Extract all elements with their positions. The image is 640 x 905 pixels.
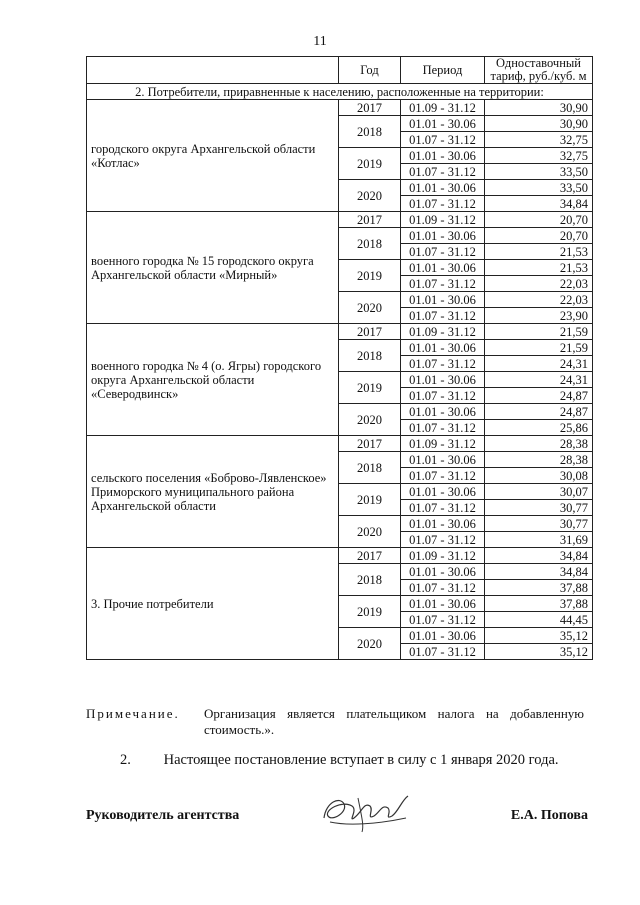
period-cell: 01.07 - 31.12 [401, 276, 485, 292]
year-cell: 2017 [339, 548, 401, 564]
tariff-value-cell: 37,88 [485, 596, 593, 612]
period-cell: 01.01 - 30.06 [401, 372, 485, 388]
tariff-value-cell: 20,70 [485, 228, 593, 244]
period-cell: 01.01 - 30.06 [401, 260, 485, 276]
tariff-value-cell: 34,84 [485, 196, 593, 212]
period-cell: 01.07 - 31.12 [401, 420, 485, 436]
tariff-value-cell: 21,53 [485, 260, 593, 276]
territory-cell: сельского поселения «Боброво-Лявленское» Приморского муниципального района Архангельской области [87, 436, 339, 548]
period-cell: 01.01 - 30.06 [401, 628, 485, 644]
tariff-value-cell: 31,69 [485, 532, 593, 548]
note-text: Организация является плательщиком налога на добавленную стоимость.». [204, 706, 584, 737]
section-row [87, 84, 593, 100]
tariff-value-cell: 34,84 [485, 548, 593, 564]
tariff-value-cell: 21,59 [485, 324, 593, 340]
note-label: Примечание. [86, 706, 180, 721]
period-cell: 01.07 - 31.12 [401, 196, 485, 212]
header-tariff: Одноставочный тариф, руб./куб. м [485, 57, 593, 84]
period-cell: 01.01 - 30.06 [401, 180, 485, 196]
tariff-value-cell: 24,31 [485, 372, 593, 388]
period-cell: 01.07 - 31.12 [401, 532, 485, 548]
tariff-value-cell: 35,12 [485, 644, 593, 660]
paragraph-number: 2. [120, 752, 131, 768]
tariff-value-cell: 34,84 [485, 564, 593, 580]
tariff-value-cell: 30,90 [485, 116, 593, 132]
period-cell: 01.07 - 31.12 [401, 580, 485, 596]
tariff-value-cell: 30,07 [485, 484, 593, 500]
tariff-value-cell: 28,38 [485, 452, 593, 468]
year-cell: 2019 [339, 484, 401, 516]
signatory-title: Руководитель агентства [86, 808, 240, 823]
year-cell: 2020 [339, 628, 401, 660]
year-cell: 2018 [339, 564, 401, 596]
tariff-value-cell: 44,45 [485, 612, 593, 628]
period-cell: 01.01 - 30.06 [401, 340, 485, 356]
signatory-name: Е.А. Попова [510, 808, 588, 823]
tariff-value-cell: 33,50 [485, 164, 593, 180]
tariff-value-cell: 21,53 [485, 244, 593, 260]
page-number: 11 [313, 34, 327, 49]
paragraph-text: Настоящее постановление вступает в силу с 1 января 2020 года. [163, 752, 559, 768]
period-cell: 01.07 - 31.12 [401, 644, 485, 660]
period-cell: 01.01 - 30.06 [401, 228, 485, 244]
period-cell: 01.07 - 31.12 [401, 500, 485, 516]
territory-cell: городского округа Архангельской области «Котлас» [87, 100, 339, 212]
period-cell: 01.01 - 30.06 [401, 292, 485, 308]
year-cell: 2020 [339, 516, 401, 548]
period-cell: 01.01 - 30.06 [401, 404, 485, 420]
tariff-value-cell: 24,31 [485, 356, 593, 372]
period-cell: 01.07 - 31.12 [401, 388, 485, 404]
period-cell: 01.01 - 30.06 [401, 564, 485, 580]
period-cell: 01.07 - 31.12 [401, 612, 485, 628]
year-cell: 2018 [339, 228, 401, 260]
year-cell: 2020 [339, 292, 401, 324]
tariff-value-cell: 35,12 [485, 628, 593, 644]
year-cell: 2017 [339, 324, 401, 340]
period-cell: 01.07 - 31.12 [401, 308, 485, 324]
tariff-value-cell: 23,90 [485, 308, 593, 324]
year-cell: 2019 [339, 596, 401, 628]
tariff-table [86, 56, 593, 660]
period-cell: 01.01 - 30.06 [401, 596, 485, 612]
tariff-value-cell: 24,87 [485, 404, 593, 420]
period-cell: 01.01 - 30.06 [401, 484, 485, 500]
handwritten-signature [318, 788, 414, 834]
year-cell: 2020 [339, 404, 401, 436]
table-row [87, 212, 593, 228]
territory-cell: военного городка № 4 (о. Ягры) городского округа Архангельской области «Северодвинск» [87, 324, 339, 436]
tariff-value-cell: 22,03 [485, 292, 593, 308]
year-cell: 2017 [339, 212, 401, 228]
year-cell: 2019 [339, 148, 401, 180]
tariff-value-cell: 37,88 [485, 580, 593, 596]
period-cell: 01.09 - 31.12 [401, 212, 485, 228]
tariff-value-cell: 30,08 [485, 468, 593, 484]
header-period: Период [401, 57, 485, 84]
period-cell: 01.07 - 31.12 [401, 356, 485, 372]
tariff-value-cell: 30,77 [485, 516, 593, 532]
period-cell: 01.01 - 30.06 [401, 148, 485, 164]
table-body [87, 100, 593, 660]
paragraph-2 [120, 752, 559, 769]
tariff-value-cell: 21,59 [485, 340, 593, 356]
tariff-value-cell: 33,50 [485, 180, 593, 196]
table-header-row [87, 57, 593, 84]
year-cell: 2019 [339, 260, 401, 292]
year-cell: 2018 [339, 116, 401, 148]
year-cell: 2020 [339, 180, 401, 212]
period-cell: 01.01 - 30.06 [401, 116, 485, 132]
period-cell: 01.01 - 30.06 [401, 452, 485, 468]
tariff-value-cell: 30,77 [485, 500, 593, 516]
table-row [87, 324, 593, 340]
tariff-value-cell: 20,70 [485, 212, 593, 228]
tariff-value-cell: 32,75 [485, 132, 593, 148]
year-cell: 2019 [339, 372, 401, 404]
year-cell: 2018 [339, 340, 401, 372]
year-cell: 2017 [339, 436, 401, 452]
year-cell: 2017 [339, 100, 401, 116]
period-cell: 01.07 - 31.12 [401, 132, 485, 148]
tariff-value-cell: 32,75 [485, 148, 593, 164]
section-title: 2. Потребители, приравненные к населению, расположенные на территории: [87, 84, 593, 100]
table-row [87, 100, 593, 116]
period-cell: 01.09 - 31.12 [401, 324, 485, 340]
table-row [87, 548, 593, 564]
territory-cell: военного городка № 15 городского округа Архангельской области «Мирный» [87, 212, 339, 324]
period-cell: 01.07 - 31.12 [401, 468, 485, 484]
period-cell: 01.07 - 31.12 [401, 244, 485, 260]
header-year: Год [339, 57, 401, 84]
table-row [87, 436, 593, 452]
period-cell: 01.01 - 30.06 [401, 516, 485, 532]
header-territory [87, 57, 339, 84]
tariff-value-cell: 30,90 [485, 100, 593, 116]
tariff-value-cell: 28,38 [485, 436, 593, 452]
tariff-value-cell: 22,03 [485, 276, 593, 292]
period-cell: 01.09 - 31.12 [401, 100, 485, 116]
period-cell: 01.07 - 31.12 [401, 164, 485, 180]
period-cell: 01.09 - 31.12 [401, 548, 485, 564]
tariff-value-cell: 25,86 [485, 420, 593, 436]
year-cell: 2018 [339, 452, 401, 484]
tariff-value-cell: 24,87 [485, 388, 593, 404]
territory-cell: 3. Прочие потребители [87, 548, 339, 660]
period-cell: 01.09 - 31.12 [401, 436, 485, 452]
